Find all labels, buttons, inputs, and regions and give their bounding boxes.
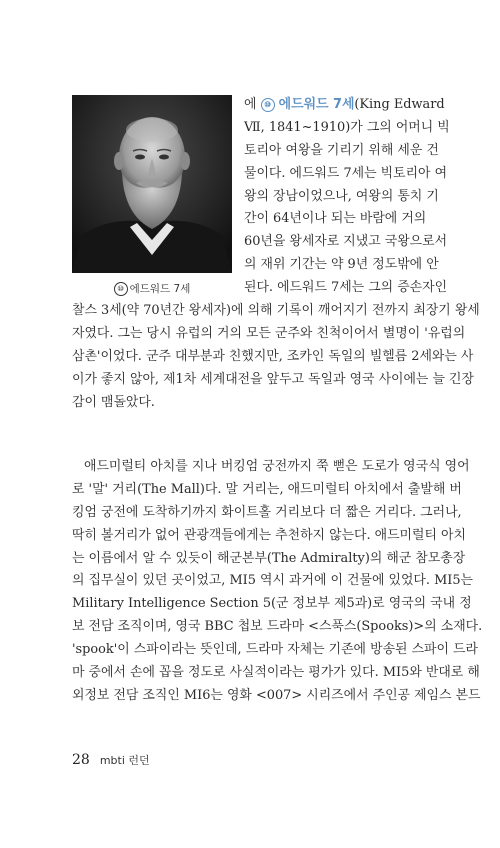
text-line: 삼촌'이었다. 군주 대부분과 친했지만, 조카인 독일의 빌헬름 2세와는 사: [72, 348, 474, 364]
portrait-image: [72, 95, 232, 273]
text-line: 킹엄 궁전에 도착하기까지 화이트홀 거리보다 더 짧은 거리다. 그러나,: [72, 504, 462, 520]
text-line: 보 전담 조직이며, 영국 BBC 첩보 드라마 <스푹스(Spooks)>의 소재다.: [72, 619, 483, 635]
text-line: Military Intelligence Section 5(군 정보부 제5과)로 영국의 국내 정: [72, 596, 472, 612]
caption-number: ⑩: [114, 282, 128, 296]
paragraph-1: [72, 300, 480, 414]
text-line: 왕의 장남이었으나, 여왕의 통치 기: [244, 188, 439, 204]
text-line: 간이 64년이나 되는 바람에 거의: [244, 211, 427, 227]
intro-suffix: (King Edward: [354, 97, 445, 112]
highlight-marker: ⑩: [261, 98, 275, 112]
text-line: 이가 좋지 않아, 제1차 세계대전을 앞두고 독일과 영국 사이에는 늘 긴장: [72, 371, 474, 387]
portrait-photo: [72, 95, 232, 273]
text-line: 딱히 볼거리가 없어 관광객들에게는 추천하지 않는다. 애드미럴티 아치: [72, 527, 466, 543]
text-line: 는 이름에서 알 수 있듯이 해군본부(The Admiralty)의 해군 참모총장: [72, 550, 466, 566]
photo-caption: [72, 281, 232, 296]
text-line: 토리아 여왕을 기리기 위해 세운 건: [244, 142, 439, 158]
text-line: 의 재위 기간는 약 9년 정도밖에 안: [244, 257, 439, 273]
text-line: 'spook'이 스파이라는 뜻인데, 드라마 자체는 기존에 방송된 스파이 드라: [72, 642, 478, 658]
text-line: 물이다. 에드워드 7세는 빅토리아 여: [244, 165, 448, 181]
paragraph-2: [72, 456, 483, 708]
page-footer: [72, 752, 150, 768]
text-line: 애드미럴티 아치를 지나 버킹엄 궁전까지 쭉 뻗은 도로가 영국식 영어: [84, 459, 470, 474]
text-line: 감이 맴돌았다.: [72, 394, 155, 410]
text-line: 외정보 전담 조직인 MI6는 영화 <007> 시리즈에서 주인공 제임스 본드: [72, 687, 481, 703]
caption-text: 에드워드 7세: [129, 283, 191, 295]
text-line: 자였다. 그는 당시 유럽의 거의 모든 군주와 친척이어서 별명이 '유럽의: [72, 325, 466, 341]
text-line: Ⅶ, 1841~1910)가 그의 어머니 빅: [244, 119, 450, 135]
figure: [72, 95, 232, 296]
text-line: 마 중에서 손에 꼽을 정도로 사실적이라는 평가가 있다. MI5와 반대로 해: [72, 665, 480, 681]
highlight-name: 에드워드 7세: [278, 97, 355, 112]
text-line: 로 '말' 거리(The Mall)다. 말 거리는, 애드미럴티 아치에서 출발해 버: [72, 481, 462, 497]
intro-prefix: 에: [244, 97, 261, 112]
book-title: mbti 런던: [99, 754, 150, 767]
wrapped-text-column: [244, 94, 450, 300]
page-number: 28: [72, 752, 90, 768]
text-line: 찰스 3세(약 70년간 왕세자)에 의해 기록이 깨어지기 전까지 최장기 왕세: [72, 303, 480, 318]
text-line: 된다. 에드워드 7세는 그의 증손자인: [244, 280, 448, 296]
intro-line: [244, 94, 445, 117]
text-line: 60년을 왕세자로 지냈고 국왕으로서: [244, 234, 448, 250]
text-line: 의 집무실이 있던 곳이었고, MI5 역시 과거에 이 건물에 있었다. MI5는: [72, 573, 474, 589]
